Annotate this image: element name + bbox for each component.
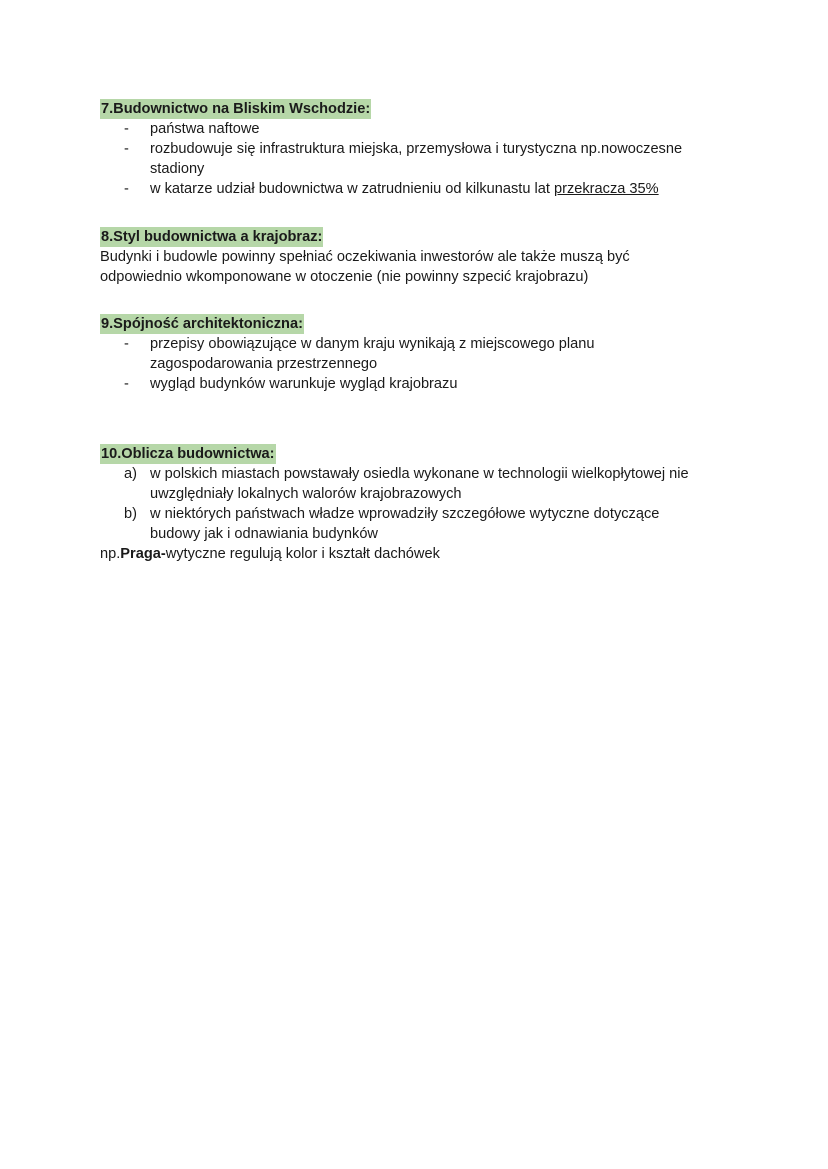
list-marker: - — [124, 181, 129, 197]
section-7 — [100, 99, 740, 199]
section-7-list — [100, 119, 740, 199]
example-prefix: np. — [100, 546, 121, 562]
list-marker: - — [124, 376, 129, 392]
list-item — [100, 179, 740, 199]
list-item-text: wygląd budynków warunkuje wygląd krajobrazu — [150, 376, 458, 392]
list-marker: b) — [124, 506, 137, 522]
list-item-text: w polskich miastach powstawały osiedla wykonane w technologii wielkopłytowej nie uwzględniały lokalnych walorów krajobrazowych — [150, 466, 689, 502]
list-item-text: rozbudowuje się infrastruktura miejska, przemysłowa i turystyczna np.nowoczesne stadiony — [150, 141, 683, 177]
section-8-heading: 8.Styl budownictwa a krajobraz: — [101, 229, 323, 245]
section-9-list — [100, 334, 740, 394]
list-marker: - — [124, 141, 129, 157]
example-line — [100, 544, 740, 564]
list-marker: - — [124, 121, 129, 137]
example-text: wytyczne regulują kolor i kształt dachówek — [165, 546, 440, 562]
list-item-text: przepisy obowiązujące w danym kraju wynikają z miejscowego planu zagospodarowania przestrzennego — [150, 336, 595, 372]
list-item-text: w niektórych państwach władze wprowadziły szczegółowe wytyczne dotyczące budowy jak i odnawiania budynków — [150, 506, 660, 542]
section-7-heading: 7.Budownictwo na Bliskim Wschodzie: — [101, 101, 371, 117]
list-item — [100, 119, 740, 139]
example-city: Praga- — [120, 546, 166, 562]
list-item-text: w katarze udział budownictwa w zatrudnieniu od kilkunastu lat — [150, 181, 554, 197]
list-item — [100, 334, 630, 374]
section-9-heading: 9.Spójność architektoniczna: — [101, 316, 303, 332]
list-item-text: państwa naftowe — [150, 121, 260, 137]
list-marker: - — [124, 336, 129, 352]
list-item — [100, 464, 720, 504]
section-9 — [100, 314, 740, 394]
list-item — [100, 504, 695, 544]
section-8-paragraph: Budynki i budowle powinny spełniać oczekiwania inwestorów ale także muszą być odpowiednio wkomponowane w otoczenie (nie powinny szpecić krajobrazu) — [100, 249, 630, 285]
section-10-heading: 10.Oblicza budownictwa: — [101, 446, 275, 462]
section-8 — [100, 227, 670, 287]
list-item — [100, 139, 705, 179]
list-marker: a) — [124, 466, 137, 482]
section-10-list — [100, 464, 740, 544]
section-10 — [100, 444, 740, 564]
underlined-text: przekracza 35% — [553, 181, 659, 197]
list-item — [100, 374, 740, 394]
